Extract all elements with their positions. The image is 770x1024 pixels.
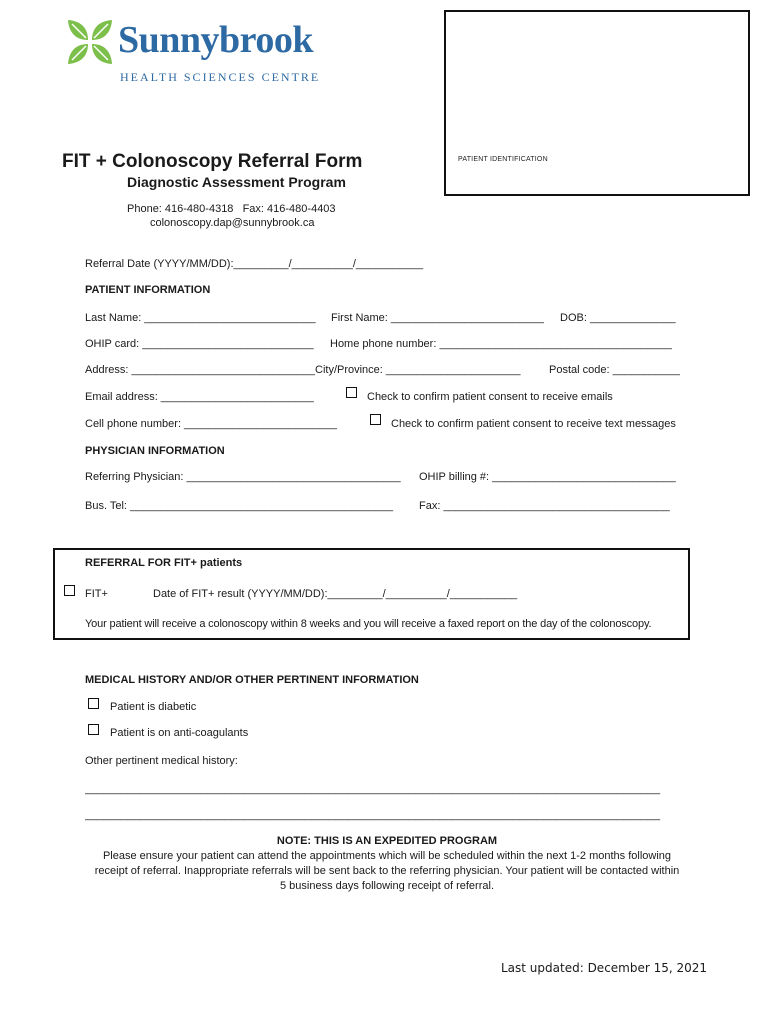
logo-name: Sunnybrook — [118, 19, 313, 61]
diabetic-checkbox[interactable] — [88, 698, 99, 709]
last-updated: Last updated: December 15, 2021 — [501, 961, 708, 975]
text-consent-label: Check to confirm patient consent to receive text messages — [391, 418, 676, 430]
fit-plus-label: FIT+ — [85, 588, 108, 600]
diabetic-label: Patient is diabetic — [110, 701, 197, 713]
contact-email: colonoscopy.dap@sunnybrook.ca — [150, 217, 315, 229]
fit-plus-checkbox[interactable] — [64, 585, 75, 596]
bus-tel-field[interactable]: Bus. Tel: ___________________________________________ — [85, 500, 394, 512]
ohip-card-field[interactable]: OHIP card: ____________________________ — [85, 338, 314, 350]
cell-phone-field[interactable]: Cell phone number: _________________________ — [85, 418, 338, 430]
logo-subtitle: HEALTH SCIENCES CENTRE — [120, 70, 321, 84]
program-name: Diagnostic Assessment Program — [127, 174, 346, 190]
ohip-billing-field[interactable]: OHIP billing #: ______________________________ — [419, 471, 676, 483]
email-consent-checkbox[interactable] — [346, 387, 357, 398]
fit-result-date-field[interactable]: Date of FIT+ result (YYYY/MM/DD):_________/__________/___________ — [153, 588, 518, 600]
other-history-label: Other pertinent medical history: — [85, 755, 238, 767]
email-address-field[interactable]: Email address: _________________________ — [85, 391, 314, 403]
phone-fax: Phone: 416-480-4318 Fax: 416-480-4403 — [127, 203, 336, 215]
text-consent-checkbox[interactable] — [370, 414, 381, 425]
sunnybrook-logo — [66, 18, 336, 88]
other-history-line-2[interactable]: ______________________________________________________________________________________________ — [85, 809, 661, 821]
address-field[interactable]: Address: ______________________________City/Province: ______________________ — [85, 364, 521, 376]
patient-information-heading: PATIENT INFORMATION — [85, 284, 211, 296]
referring-physician-field[interactable]: Referring Physician: ___________________________________ — [85, 471, 401, 483]
fax-field[interactable]: Fax: _____________________________________ — [419, 500, 670, 512]
other-history-line-1[interactable]: ______________________________________________________________________________________________ — [85, 783, 661, 795]
note-line-2: receipt of referral. Inappropriate referrals will be sent back to the referring physician. Your patient will be contacted within — [94, 865, 680, 877]
fit-referral-heading: REFERRAL FOR FIT+ patients — [85, 557, 243, 569]
anticoagulants-checkbox[interactable] — [88, 724, 99, 735]
medical-history-heading: MEDICAL HISTORY AND/OR OTHER PERTINENT INFORMATION — [85, 674, 419, 686]
home-phone-field[interactable]: Home phone number: ______________________________________ — [330, 338, 672, 350]
postal-code-field[interactable]: Postal code: ___________ — [549, 364, 680, 376]
referral-date-field[interactable]: Referral Date (YYYY/MM/DD):_________/__________/___________ — [85, 258, 424, 270]
anticoagulants-label: Patient is on anti-coagulants — [110, 727, 249, 739]
physician-information-heading: PHYSICIAN INFORMATION — [85, 445, 225, 457]
note-heading: NOTE: THIS IS AN EXPEDITED PROGRAM — [276, 835, 498, 847]
patient-identification-label: PATIENT IDENTIFICATION — [458, 156, 548, 163]
note-line-1: Please ensure your patient can attend the appointments which will be scheduled within the next 1-2 months following — [102, 850, 672, 862]
fit-notice: Your patient will receive a colonoscopy within 8 weeks and you will receive a faxed report on the day of the colonoscopy. — [85, 618, 652, 630]
leaf-icon — [66, 18, 114, 66]
patient-identification-box — [444, 10, 750, 196]
email-consent-label: Check to confirm patient consent to receive emails — [367, 391, 613, 403]
dob-field[interactable]: DOB: ______________ — [560, 312, 676, 324]
form-title: FIT + Colonoscopy Referral Form — [62, 151, 363, 172]
last-name-field[interactable]: Last Name: ____________________________ — [85, 312, 316, 324]
note-line-3: 5 business days following receipt of referral. — [280, 880, 494, 892]
first-name-field[interactable]: First Name: _________________________ — [331, 312, 544, 324]
